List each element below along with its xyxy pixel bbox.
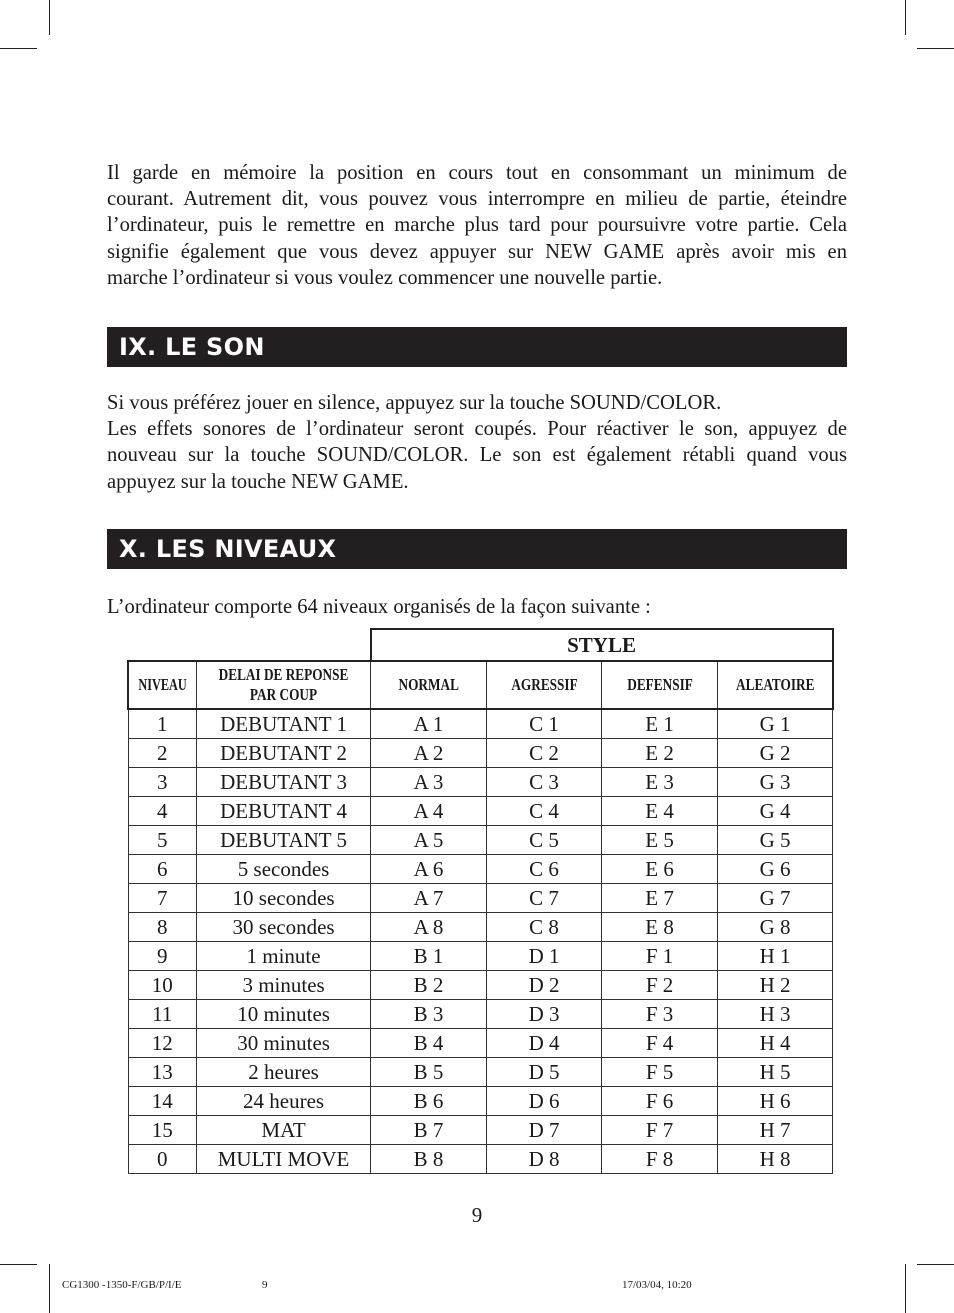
table-row (128, 1000, 833, 1029)
table-cell: D 2 (487, 971, 602, 1000)
table-cell: 10 secondes (197, 884, 371, 913)
table-row (128, 1145, 833, 1174)
table-cell: 5 (128, 826, 197, 855)
table-row (128, 855, 833, 884)
column-header-agressif (487, 661, 602, 709)
table-cell: C 7 (487, 884, 602, 913)
table-row (128, 942, 833, 971)
table-cell: 8 (128, 913, 197, 942)
table-cell: B 4 (371, 1029, 487, 1058)
crop-mark (917, 1264, 954, 1265)
table-cell: 6 (128, 855, 197, 884)
table-cell: 4 (128, 797, 197, 826)
table-cell: G 3 (718, 768, 833, 797)
crop-mark (905, 0, 906, 35)
table-cell: 9 (128, 942, 197, 971)
table-cell: H 4 (718, 1029, 833, 1058)
text-line: courant. Autrement dit, vous pouvez vous interrompre en milieu de partie, éteindre (107, 188, 847, 211)
table-cell: D 1 (487, 942, 602, 971)
footer-page: 9 (262, 1279, 268, 1291)
table-cell: 11 (128, 1000, 197, 1029)
table-row (128, 709, 833, 739)
table-cell: B 1 (371, 942, 487, 971)
crop-mark (0, 48, 37, 49)
table-cell: E 6 (602, 855, 718, 884)
column-header-label: NORMAL (398, 675, 459, 694)
table-cell: 5 secondes (197, 855, 371, 884)
table-cell: MULTI MOVE (197, 1145, 371, 1174)
column-header-label: PAR COUP (249, 685, 318, 704)
levels-table (127, 628, 834, 1174)
column-header-delai (197, 661, 371, 709)
table-cell: D 8 (487, 1145, 602, 1174)
table-cell: F 4 (602, 1029, 718, 1058)
column-header-label: DELAI DE REPONSE (218, 665, 349, 684)
intro-paragraph (107, 160, 847, 291)
table-cell: DEBUTANT 4 (197, 797, 371, 826)
table-cell: E 8 (602, 913, 718, 942)
table-cell: E 7 (602, 884, 718, 913)
table-cell: F 7 (602, 1116, 718, 1145)
table-cell: A 1 (371, 709, 487, 739)
table-cell: 7 (128, 884, 197, 913)
text-line: L’ordinateur comporte 64 niveaux organisés de la façon suivante : (107, 596, 651, 618)
column-header-niveau (128, 661, 197, 709)
table-cell: H 8 (718, 1145, 833, 1174)
table-cell: C 5 (487, 826, 602, 855)
header-spacer (128, 629, 371, 661)
table-cell: G 1 (718, 709, 833, 739)
table-cell: E 2 (602, 739, 718, 768)
text-line: Les effets sonores de l’ordinateur seront coupés. Pour réactiver le son, appuyez de (107, 418, 847, 441)
table-cell: 10 (128, 971, 197, 1000)
table-cell: E 5 (602, 826, 718, 855)
column-header-label: AGRESSIF (510, 675, 578, 694)
table-cell: E 1 (602, 709, 718, 739)
crop-mark (49, 1264, 50, 1313)
table-cell: H 2 (718, 971, 833, 1000)
table-row (128, 884, 833, 913)
crop-mark (905, 1264, 906, 1313)
crop-mark (917, 48, 954, 49)
table-cell: A 6 (371, 855, 487, 884)
table-cell: DEBUTANT 2 (197, 739, 371, 768)
table-cell: E 4 (602, 797, 718, 826)
table-cell: A 5 (371, 826, 487, 855)
table-cell: 30 minutes (197, 1029, 371, 1058)
levels-intro (107, 594, 847, 620)
column-header-label: DEFENSIF (626, 675, 693, 694)
table-row (128, 1029, 833, 1058)
table-cell: F 8 (602, 1145, 718, 1174)
table-cell: D 6 (487, 1087, 602, 1116)
table-cell: C 3 (487, 768, 602, 797)
table-cell: F 1 (602, 942, 718, 971)
table-cell: E 3 (602, 768, 718, 797)
table-cell: D 4 (487, 1029, 602, 1058)
crop-mark (49, 0, 50, 35)
table-cell: G 2 (718, 739, 833, 768)
table-row (128, 768, 833, 797)
table-cell: H 3 (718, 1000, 833, 1029)
table-cell: F 2 (602, 971, 718, 1000)
section-heading-sound: IX. LE SON (107, 327, 847, 367)
table-row (128, 739, 833, 768)
table-cell: B 2 (371, 971, 487, 1000)
table-row (128, 913, 833, 942)
table-cell: B 3 (371, 1000, 487, 1029)
table-cell: MAT (197, 1116, 371, 1145)
table-row (128, 1058, 833, 1087)
table-cell: G 6 (718, 855, 833, 884)
crop-mark (0, 1264, 37, 1265)
table-cell: 1 minute (197, 942, 371, 971)
table-cell: A 2 (371, 739, 487, 768)
text-line: Il garde en mémoire la position en cours tout en consommant un minimum de (107, 162, 847, 184)
table-cell: H 6 (718, 1087, 833, 1116)
column-header-label: NIVEAU (138, 675, 187, 694)
table-cell: D 7 (487, 1116, 602, 1145)
section-heading-levels: X. LES NIVEAUX (107, 529, 847, 569)
table-cell: G 7 (718, 884, 833, 913)
table-cell: B 8 (371, 1145, 487, 1174)
table-cell: DEBUTANT 5 (197, 826, 371, 855)
table-cell: C 8 (487, 913, 602, 942)
table-cell: A 7 (371, 884, 487, 913)
table-cell: 30 secondes (197, 913, 371, 942)
table-row (128, 1116, 833, 1145)
table-cell: 3 minutes (197, 971, 371, 1000)
text-line: appuyez sur la touche NEW GAME. (107, 470, 409, 493)
table-row (128, 797, 833, 826)
table-cell: 24 heures (197, 1087, 371, 1116)
table-cell: B 6 (371, 1087, 487, 1116)
table-cell: C 1 (487, 709, 602, 739)
table-cell: G 5 (718, 826, 833, 855)
table-cell: H 5 (718, 1058, 833, 1087)
table-cell: F 5 (602, 1058, 718, 1087)
table-cell: 1 (128, 709, 197, 739)
column-header-defensif (602, 661, 718, 709)
table-cell: B 5 (371, 1058, 487, 1087)
table-cell: C 4 (487, 797, 602, 826)
table-cell: 13 (128, 1058, 197, 1087)
table-cell: C 6 (487, 855, 602, 884)
column-header-aleatoire (718, 661, 833, 709)
table-cell: A 8 (371, 913, 487, 942)
table-cell: G 4 (718, 797, 833, 826)
page-number: 9 (471, 1203, 483, 1227)
text-line: marche l’ordinateur si vous voulez commencer une nouvelle partie. (107, 266, 663, 289)
table-cell: 0 (128, 1145, 197, 1174)
table-row (128, 971, 833, 1000)
table-cell: F 3 (602, 1000, 718, 1029)
table-cell: A 4 (371, 797, 487, 826)
table-cell: C 2 (487, 739, 602, 768)
style-header-row (128, 629, 833, 661)
table-cell: 2 (128, 739, 197, 768)
table-cell: H 7 (718, 1116, 833, 1145)
table-cell: 3 (128, 768, 197, 797)
footer-code: CG1300 -1350-F/GB/P/I/E (62, 1279, 182, 1291)
text-line: signifie également que vous devez appuyer sur NEW GAME après avoir mis en (107, 240, 847, 263)
column-header-normal (371, 661, 487, 709)
text-line: Si vous préférez jouer en silence, appuyez sur la touche SOUND/COLOR. (107, 392, 722, 414)
column-header-row (128, 661, 833, 709)
table-cell: D 5 (487, 1058, 602, 1087)
table-cell: 15 (128, 1116, 197, 1145)
table-row (128, 1087, 833, 1116)
table-cell: 2 heures (197, 1058, 371, 1087)
table-cell: F 6 (602, 1087, 718, 1116)
table-cell: 14 (128, 1087, 197, 1116)
table-cell: DEBUTANT 3 (197, 768, 371, 797)
table-cell: H 1 (718, 942, 833, 971)
footer-timestamp: 17/03/04, 10:20 (622, 1279, 692, 1291)
table-cell: A 3 (371, 768, 487, 797)
table-cell: G 8 (718, 913, 833, 942)
table-cell: DEBUTANT 1 (197, 709, 371, 739)
column-header-label: ALEATOIRE (735, 675, 814, 694)
table-cell: D 3 (487, 1000, 602, 1029)
table-cell: 12 (128, 1029, 197, 1058)
sound-paragraph (107, 390, 847, 495)
style-header: STYLE (371, 629, 833, 661)
table-cell: 10 minutes (197, 1000, 371, 1029)
table-row (128, 826, 833, 855)
table-cell: B 7 (371, 1116, 487, 1145)
text-line: nouveau sur la touche SOUND/COLOR. Le son est également rétabli quand vous (107, 444, 847, 467)
text-line: l’ordinateur, puis le remettre en marche plus tard pour poursuivre votre partie. Cela (107, 214, 847, 237)
